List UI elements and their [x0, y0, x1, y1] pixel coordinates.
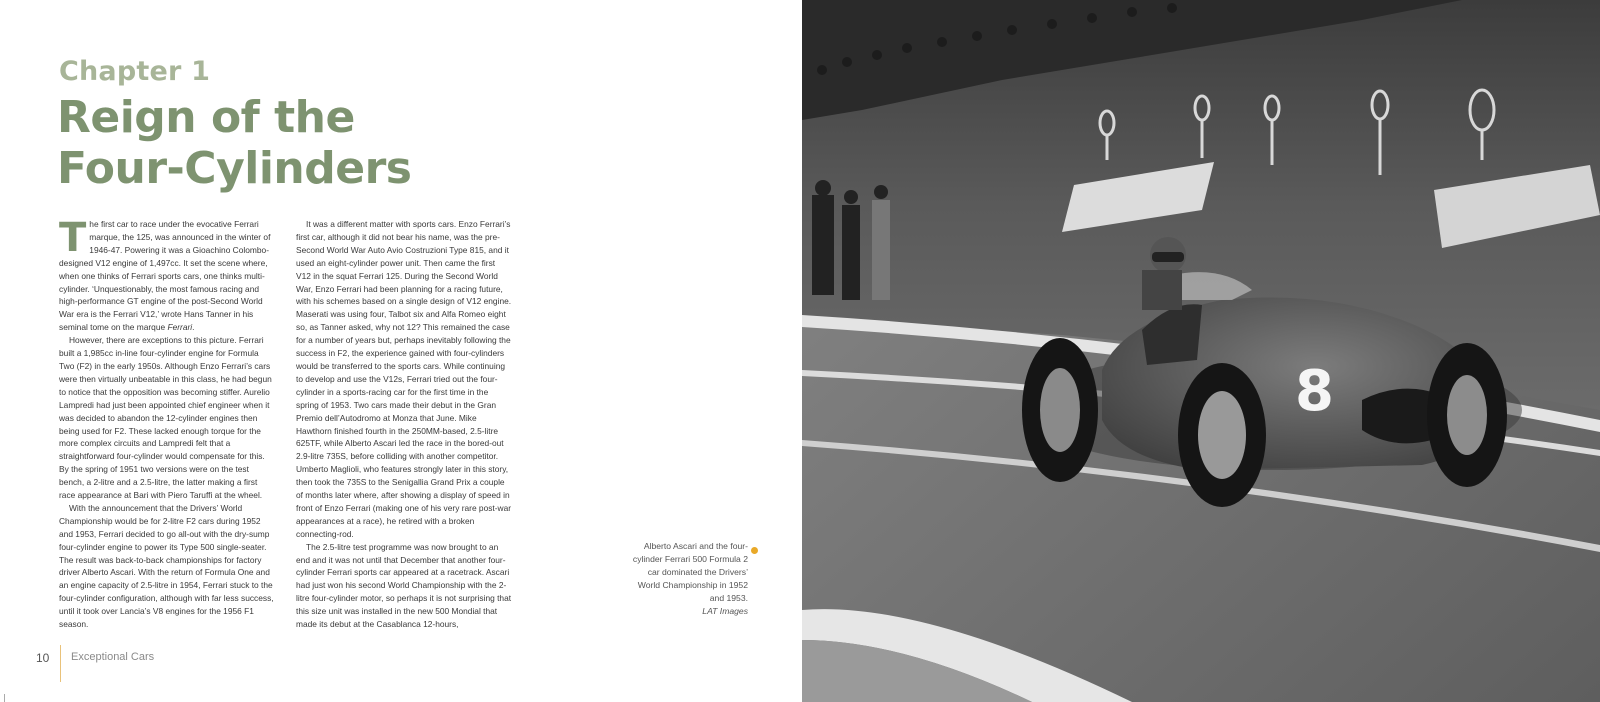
paragraph: However, there are exceptions to this picture. Ferrari built a 1,985cc in-line four-cylinder engine for Formula Two (F2) in the early 1950s. Although Enzo Ferrari’s cars were then virtually unbeatable in this class, he had begun to notice that the opposition was becoming stiffer. Aurelio Lampredi had just been appointed chief engineer when it was decided to abandon the 12-cylinder engines then being used for F2. These lacked enough torque for the more complex circuits and Lampredi felt that a straightforward four-cylinder would compensate for this. By the spring of 1951 two versions were on the test bench, a 2-litre and a 2.5-litre, the latter making a first race appearance at Bari with Piero Taruffi at the wheel. — [59, 335, 272, 501]
chapter-title-line-1: Reign of the — [57, 92, 355, 143]
book-title-italic: Ferrari — [167, 322, 193, 333]
crop-mark — [4, 694, 5, 702]
racing-photo — [802, 0, 1600, 702]
paragraph-text: he first car to race under the evocative Ferrari marque, the 125, was announced in the winter of 1946-47. Powering it was a Gioachino Colombo-designed V12 engine of 1,497cc. It set the scene where, when one thinks of Ferrari sports cars, one thinks multi-cylinder. ‘Unquestionably, the most famous racing and high-performance GT engine of the post-Second World War era is the Ferrari V12,’ wrote Hans Tanner in his seminal tome on the marque — [59, 219, 271, 333]
caption-text: Alberto Ascari and the four-cylinder Ferrari 500 Formula 2 car dominated the Drivers’ World Championship in 1952 and 1953. — [632, 541, 748, 603]
paragraph: The 2.5-litre test programme was now brought to an end and it was not until that December that another four-cylinder Ferrari sports car appeared at a racetrack. Ascari had just won his second World Championship with the 2-litre four-cylinder motor, so perhaps it is not surprising that this size unit was installed in the new 500 Mondial that made its debut at the Casablanca 12-hours, — [296, 541, 512, 630]
paragraph: With the announcement that the Drivers’ World Championship would be for 2-litre F2 cars during 1952 and 1953, Ferrari decided to go all-out with the dry-sump four-cylinder engine to power its Type 500 single-seater. The result was back-to-back championships for factory driver Alberto Ascari. With the return of Formula One and an engine capacity of 2.5-litre in 1954, Ferrari stuck to the four-cylinder configuration, although with far less success, until it took over Lancia’s V8 engines for the 1956 F1 season. — [59, 502, 274, 630]
running-footer-title: Exceptional Cars — [71, 651, 155, 663]
caption-bullet-icon — [751, 547, 758, 554]
photo-credit: LAT Images — [702, 606, 748, 616]
paragraph-text-end: . — [192, 322, 195, 333]
chapter-title — [57, 92, 477, 194]
text-column-1 — [59, 215, 275, 631]
car-number: 8 — [1295, 359, 1334, 424]
paragraph: It was a different matter with sports cars. Enzo Ferrari’s first car, although it did not bear his name, was the pre-Second World War Auto Avio Costruzioni Type 815, and it used an eight-cylinder power unit. Then came the first V12 in the squat Ferrari 125. During the Second World War, Enzo Ferrari had been planning for a racing future, with his schemes based on a single design of V12 engine. Maserati was using four, Talbot six and Alfa Romeo eight so, as Tanner asked, why not 12? This remained the case for a number of years but, perhaps inevitably following the success in F2, the experience gained with four-cylinders would be transferred to the sports cars. While continuing to develop and use the V12s, Ferrari tried out the four-cylinder in a sports-racing car for the first time in the spring of 1953. Two cars made their debut in the Gran Premio dell’Autodromo at Monza that June. Mike Hawthorn finished fourth in the 250MM-based, 2.5-litre 625TF, while Alberto Ascari led the race in the bored-out 2.9-litre 735S, before colliding with another competitor. Umberto Maglioli, who features strongly later in this story, then took the 735S to the Senigallia Grand Prix a couple of months later where, after showing a display of speed in front of Enzo Ferrari (making one of his very rare post-war appearances at a race), he retired with a broken connecting-rod. — [296, 219, 512, 539]
photo-caption — [630, 540, 748, 618]
paragraph — [59, 215, 275, 334]
drop-cap: T — [59, 215, 87, 261]
footer-divider — [60, 645, 61, 682]
page-number: 10 — [36, 651, 50, 665]
right-page-photo — [802, 0, 1600, 702]
text-column-2 — [296, 218, 512, 631]
chapter-label: Chapter 1 — [59, 56, 211, 87]
chapter-title-line-2: Four-Cylinders — [57, 143, 412, 194]
